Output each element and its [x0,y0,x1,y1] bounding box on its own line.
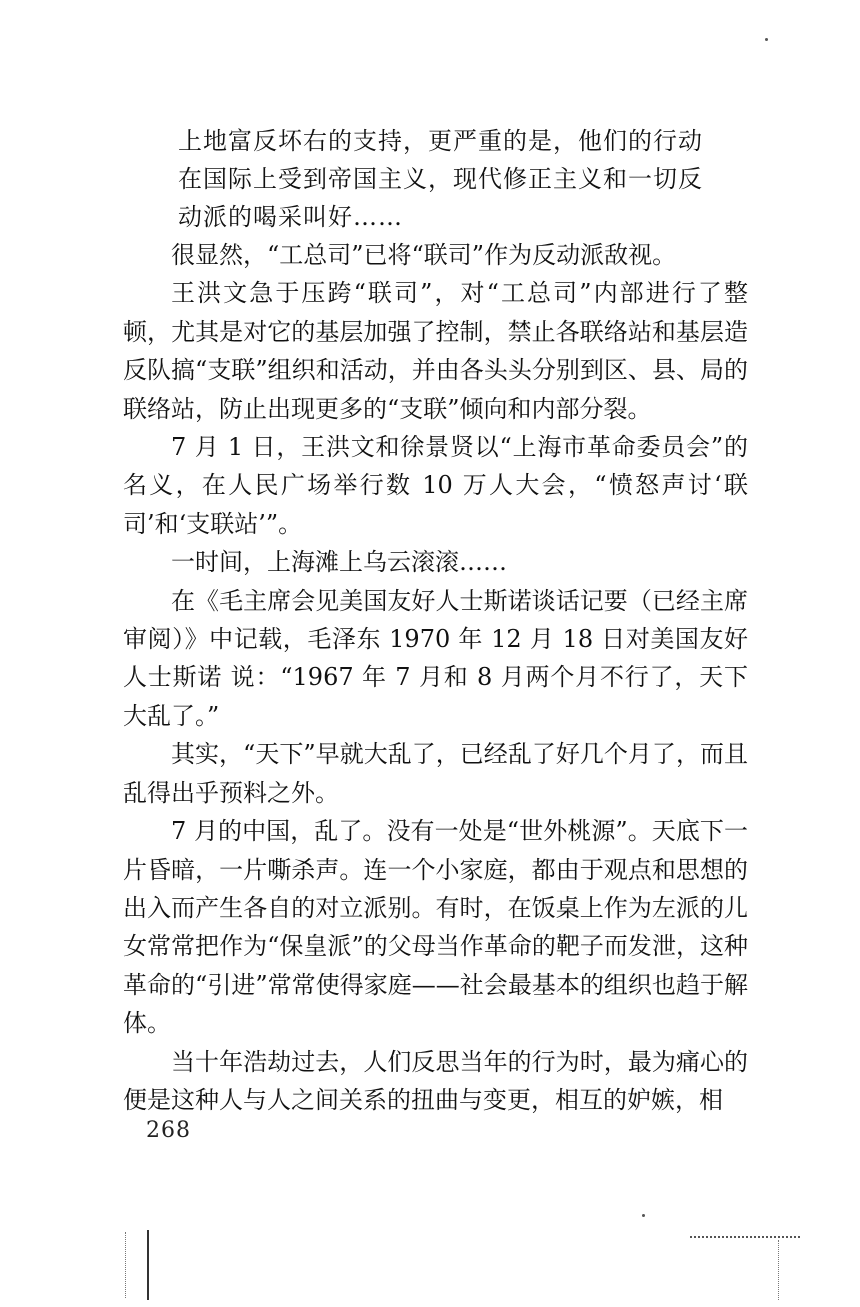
block-quote [178,122,738,236]
paragraph: 7 月的中国，乱了。没有一处是“世外桃源”。天底下一片昏暗，一片嘶杀声。连一个小家庭，都由于观点和思想的出入而产生各自的对立派别。有时，在饭桌上作为左派的儿女常常把作为“保皇派”的父母当作革命的靶子而发泄，这种革命的“引进”常常使得家庭——社会最基本的组织也趋于解体。 [123,817,748,1038]
paragraph: 很显然，“工总司”已将“联司”作为反动派敌视。 [171,241,677,269]
paragraph: 一时间，上海滩上乌云滚滚…… [171,548,507,577]
paragraph: 其实，“天下”早就大乱了，已经乱了好几个月了，而且乱得出乎预料之外。 [123,740,748,807]
paragraph: 王洪文急于压跨“联司”，对“工总司”内部进行了整顿，尤其是对它的基层加强了控制，禁止各联络站和基层造反队搞“支联”组织和活动，并由各头头分别到区、县、局的联络站，防止出现更多的“支联”倾向和内部分裂。 [123,279,748,423]
scan-artifact-dots [125,1232,127,1298]
paragraph: 7 月 1 日，王洪文和徐景贤以“上海市革命委员会”的名义，在人民广场举行数 10 万人大会，“愤怒声讨‘联司’和‘支联站’”。 [123,433,748,538]
quote-line: 上地富反坏右的支持，更严重的是，他们的行动 [178,127,703,155]
scan-artifact-dots [778,1240,780,1300]
paragraph: 当十年浩劫过去，人们反思当年的行为时，最为痛心的便是这种人与人之间关系的扭曲与变更，相互的妒嫉，相 [123,1047,748,1114]
page-number: 268 [146,1118,191,1143]
paragraph: 在《毛主席会见美国友好人士斯诺谈话记要（已经主席审阅）》中记载，毛泽东 1970 年 12 月 18 日对美国友好人士斯诺 说：“1967 年 7 月和 8 月两个月不行了，天下大乱了。” [123,586,748,730]
scan-artifact-dots [690,1236,800,1238]
scan-artifact-dot [765,38,768,41]
scan-artifact-line [147,1230,149,1300]
quote-line: 在国际上受到帝国主义，现代修正主义和一切反 [178,165,703,193]
body-text [123,236,748,1119]
scan-artifact-dot [642,1214,645,1217]
quote-line: 动派的喝采叫好…… [178,203,403,231]
